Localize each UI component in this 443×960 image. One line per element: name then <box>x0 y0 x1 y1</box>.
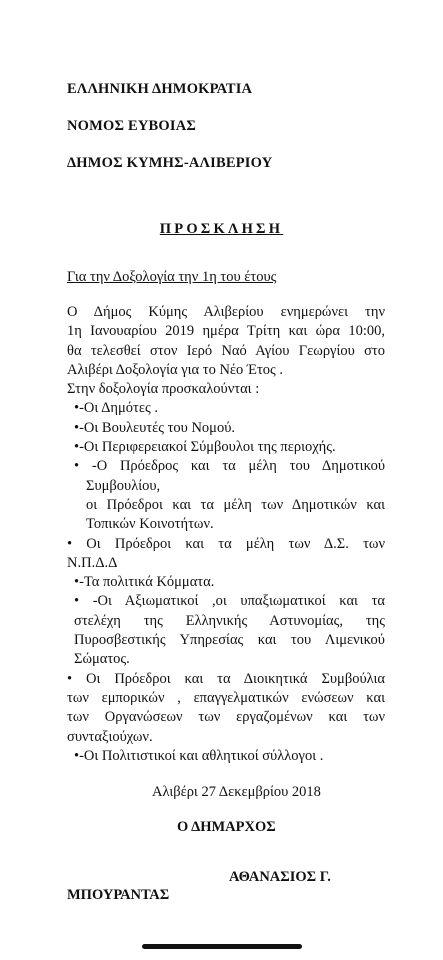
intro-line: Στην δοξολογία προσκαλούνται : <box>67 381 260 398</box>
header-municipality: ΔΗΜΟΣ ΚΥΜΗΣ-ΑΛΙΒΕΡΙΟΥ <box>67 155 273 171</box>
document-subtitle: Για την Δοξολογία την 1η του έτους <box>67 269 277 285</box>
invitee-item: •-Οι Βουλευτές του Νομού. <box>74 419 236 436</box>
invitee-item: • -Ο Πρόεδρος και τα μέλη του Δημοτικού <box>74 458 385 475</box>
invitee-item: •-Οι Πολιτιστικοί και αθλητικοί σύλλογοι . <box>74 747 324 764</box>
invitee-item-continuation: των Οργανώσεων των εργαζομένων και των <box>67 709 385 726</box>
invitee-item: •-Τα πολιτικά Κόμματα. <box>74 574 215 591</box>
invitee-item-continuation: των εμπορικών , επαγγελματικών ενώσεων και <box>67 689 385 706</box>
signatory-name-last: ΜΠΟΥΡΑΝΤΑΣ <box>67 887 170 903</box>
signatory-role: Ο ΔΗΜΑΡΧΟΣ <box>177 819 276 835</box>
signatory-name-first: ΑΘΑΝΑΣΙΟΣ Γ. <box>229 869 331 885</box>
header-republic: ΕΛΛΗΝΙΚΗ ΔΗΜΟΚΡΑΤΙΑ <box>67 81 253 97</box>
invitee-item-continuation: Πυροσβεστικής Υπηρεσίας και του Λιμενικού <box>74 632 385 649</box>
intro-line: Αλιβέρι Δοξολογία για το Νέο Έτος . <box>67 361 284 378</box>
invitee-item: • Οι Πρόεδροι και τα Διοικητικά Συμβούλια <box>67 670 385 687</box>
invitation-body <box>67 303 385 766</box>
invitee-item-continuation: Σώματος. <box>74 651 130 668</box>
invitee-item-continuation: Ν.Π.Δ.Δ <box>67 554 118 571</box>
header-prefecture: ΝΟΜΟΣ ΕΥΒΟΙΑΣ <box>67 118 197 134</box>
place-date: Αλιβέρι 27 Δεκεμβρίου 2018 <box>152 784 321 800</box>
invitee-item-continuation: Συμβουλίου, <box>86 477 161 494</box>
document-title: ΠΡΟΣΚΛΗΣΗ <box>159 221 284 237</box>
invitee-item-continuation: στελέχη της Ελληνικής Αστυνομίας, της <box>74 612 385 629</box>
invitee-item: • -Οι Αξιωματικοί ,οι υπαξιωματικοί και τα <box>74 593 385 610</box>
intro-line: θα τελεσθεί στον Ιερό Ναό Αγίου Γεωργίου στο <box>67 342 385 359</box>
invitee-item: • Οι Πρόεδροι και τα μέλη των Δ.Σ. των <box>67 535 385 552</box>
intro-line: 1η Ιανουαρίου 2019 ημέρα Τρίτη και ώρα 10:00, <box>67 323 385 340</box>
home-indicator-bar[interactable] <box>142 944 302 949</box>
intro-line: Ο Δήμος Κύμης Αλιβερίου ενημερώνει την <box>67 304 385 320</box>
invitee-item: •-Οι Περιφερειακοί Σύμβουλοι της περιοχής. <box>74 439 336 456</box>
invitee-item: •-Οι Δημότες . <box>74 400 158 417</box>
invitee-item-continuation: οι Πρόεδροι και τα μέλη των Δημοτικών και <box>86 496 385 513</box>
invitee-item-continuation: συνταξιούχων. <box>67 728 153 745</box>
invitee-item-continuation: Τοπικών Κοινοτήτων. <box>86 516 214 533</box>
